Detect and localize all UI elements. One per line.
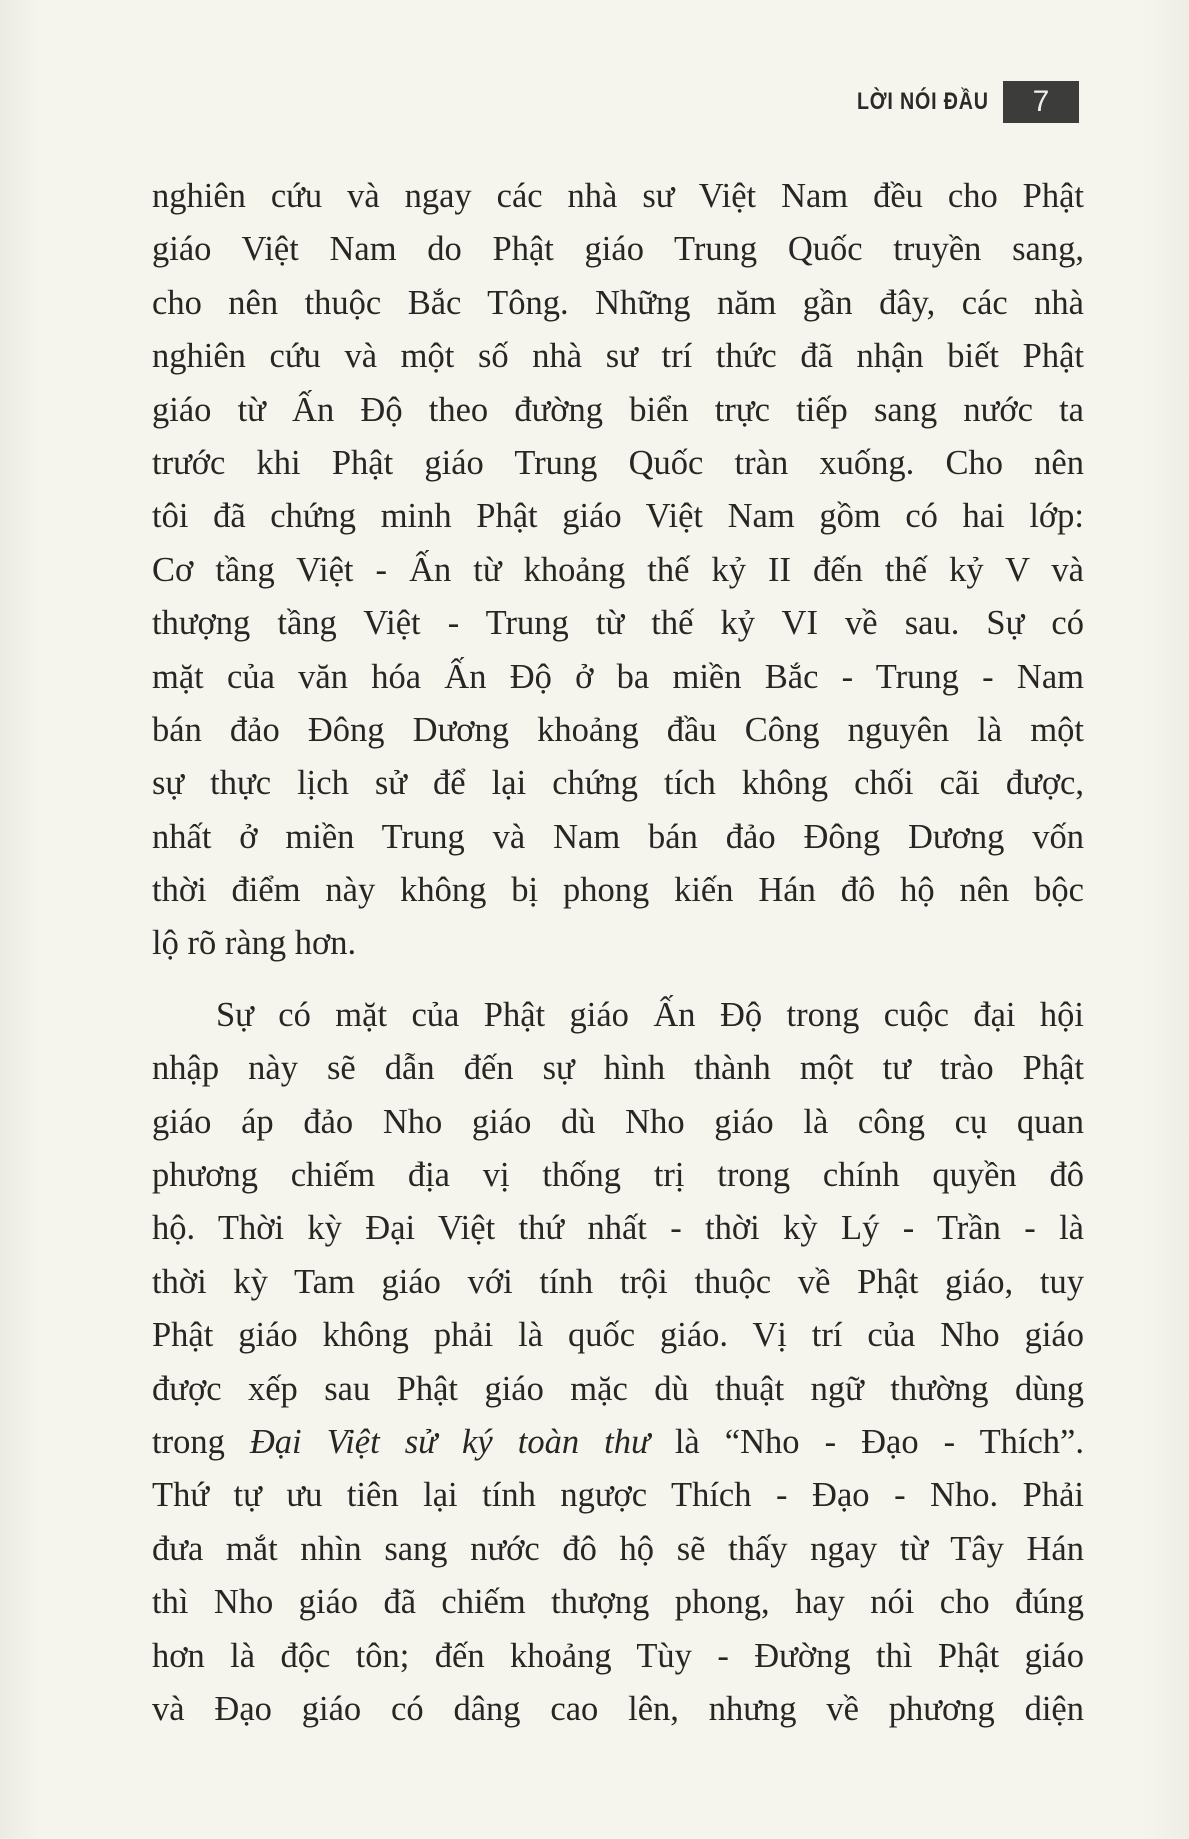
- text-line: hơn là độc tôn; đến khoảng Tùy - Đường thì Phật giáo: [152, 1636, 1084, 1675]
- text-line: giáo áp đảo Nho giáo dù Nho giáo là công cụ quan: [152, 1102, 1084, 1141]
- text-line: thời kỳ Tam giáo với tính trội thuộc về Phật giáo, tuy: [152, 1262, 1084, 1301]
- text-line: cho nên thuộc Bắc Tông. Những năm gần đây, các nhà: [152, 283, 1084, 322]
- text-line: Cơ tầng Việt - Ấn từ khoảng thế kỷ II đến thế kỷ V và: [152, 550, 1084, 589]
- text-line: trước khi Phật giáo Trung Quốc tràn xuống. Cho nên: [152, 443, 1084, 482]
- text-segment: trong: [152, 1422, 250, 1461]
- text-line-with-book-title: [152, 1416, 1084, 1469]
- text-line: mặt của văn hóa Ấn Độ ở ba miền Bắc - Trung - Nam: [152, 657, 1084, 696]
- page-number: 7: [1003, 81, 1079, 123]
- text-line: nghiên cứu và ngay các nhà sư Việt Nam đều cho Phật: [152, 177, 1084, 215]
- text-line: giáo từ Ấn Độ theo đường biển trực tiếp sang nước ta: [152, 390, 1084, 429]
- text-line: nhất ở miền Trung và Nam bán đảo Đông Dương vốn: [152, 817, 1084, 856]
- text-line: giáo Việt Nam do Phật giáo Trung Quốc truyền sang,: [152, 230, 1084, 269]
- paragraph-1: [152, 170, 1084, 971]
- text-line: Thứ tự ưu tiên lại tính ngược Thích - Đạo - Nho. Phải: [152, 1476, 1084, 1515]
- text-line: sự thực lịch sử để lại chứng tích không chối cãi được,: [152, 764, 1084, 803]
- text-line: và Đạo giáo có dâng cao lên, nhưng về phương diện: [152, 1689, 1084, 1728]
- text-line: hộ. Thời kỳ Đại Việt thứ nhất - thời kỳ Lý - Trần - là: [152, 1209, 1084, 1248]
- text-line: đưa mắt nhìn sang nước đô hộ sẽ thấy ngay từ Tây Hán: [152, 1529, 1084, 1568]
- text-line: Sự có mặt của Phật giáo Ấn Độ trong cuộc đại hội: [216, 995, 1084, 1034]
- paragraph-gap: [152, 971, 1084, 989]
- book-title: Đại Việt sử ký toàn thư: [249, 1422, 650, 1461]
- text-line: được xếp sau Phật giáo mặc dù thuật ngữ thường dùng: [152, 1369, 1084, 1408]
- text-line: phương chiếm địa vị thống trị trong chính quyền đô: [152, 1156, 1084, 1195]
- running-head: LỜI NÓI ĐẦU: [857, 88, 989, 115]
- text-line: thì Nho giáo đã chiếm thượng phong, hay nói cho đúng: [152, 1583, 1084, 1622]
- text-line: bán đảo Đông Dương khoảng đầu Công nguyên là một: [152, 710, 1084, 749]
- page-header: [828, 82, 1079, 122]
- text-line: thời điểm này không bị phong kiến Hán đô hộ nên bộc: [152, 871, 1084, 910]
- body-text: [152, 170, 1084, 1736]
- text-line: Phật giáo không phải là quốc giáo. Vị trí của Nho giáo: [152, 1316, 1084, 1355]
- text-line: thượng tầng Việt - Trung từ thế kỷ VI về sau. Sự có: [152, 604, 1084, 643]
- text-line: tôi đã chứng minh Phật giáo Việt Nam gồm có hai lớp:: [152, 497, 1084, 536]
- paragraph-2: [152, 989, 1084, 1736]
- text-line: lộ rõ ràng hơn.: [152, 924, 357, 963]
- text-line: nghiên cứu và một số nhà sư trí thức đã nhận biết Phật: [152, 337, 1084, 376]
- text-line: nhập này sẽ dẫn đến sự hình thành một tư trào Phật: [152, 1049, 1084, 1088]
- text-segment: là “Nho - Đạo - Thích”.: [649, 1422, 1084, 1461]
